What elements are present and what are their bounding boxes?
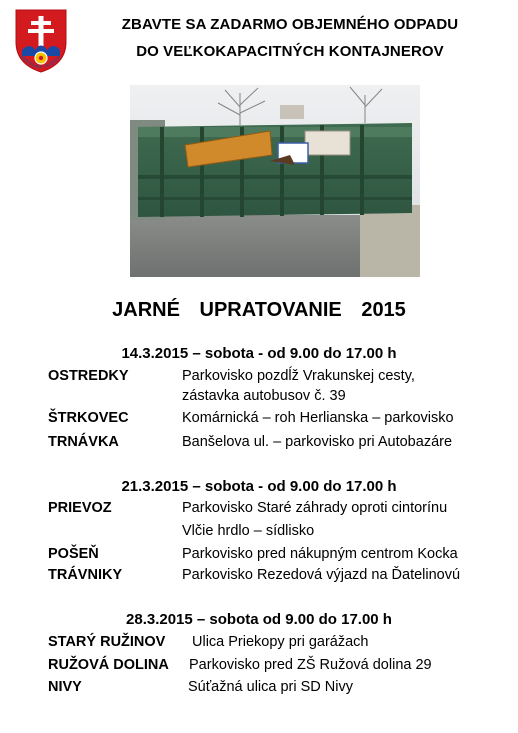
page-title: JARNÉ UPRATOVANIE 2015 [112, 299, 406, 321]
location: zástavka autobusov č. 39 [182, 388, 346, 404]
district-name: OSTREDKY [48, 368, 129, 384]
district-name: ŠTRKOVEC [48, 410, 129, 426]
district-name: PRIEVOZ [48, 500, 112, 516]
district-name: STARÝ RUŽINOV [48, 634, 166, 650]
coat-of-arms-logo [14, 8, 68, 74]
district-name: NIVY [48, 679, 82, 695]
container-photo [130, 85, 420, 277]
district-name: TRÁVNIKY [48, 567, 123, 583]
district-name: RUŽOVÁ DOLINA [48, 657, 169, 673]
location: Parkovisko pred ZŠ Ružová dolina 29 [189, 657, 432, 673]
header-line-1: ZBAVTE SA ZADARMO OBJEMNÉHO ODPADU [121, 16, 459, 33]
district-name: TRNÁVKA [48, 434, 119, 450]
location: Súťažná ulica pri SD Nivy [188, 679, 354, 695]
section-1-date: 14.3.2015 – sobota - od 9.00 do 17.00 h [121, 345, 397, 362]
location: Komárnická – roh Herlianska – parkovisko [182, 410, 454, 426]
header-line-2: DO VEĽKOKAPACITNÝCH KONTAJNEROV [136, 43, 444, 60]
location: Parkovisko Staré záhrady oproti cintorínu [182, 500, 448, 516]
crest-caption: BRATISLAVA - RUŽINOV [20, 54, 62, 70]
location: Ulica Priekopy pri garážach [192, 634, 369, 650]
location: Parkovisko Rezedová výjazd na Ďatelinovú [182, 567, 461, 583]
location: Parkovisko pozdĺž Vrakunskej cesty, [182, 368, 415, 384]
location: Vlčie hrdlo – sídlisko [182, 523, 315, 539]
section-2-date: 21.3.2015 – sobota - od 9.00 do 17.00 h [121, 478, 397, 495]
district-name: POŠEŇ [48, 546, 99, 562]
location: Parkovisko pred nákupným centrom Kocka [182, 546, 458, 562]
location: Banšelova ul. – parkovisko pri Autobazáre [182, 434, 453, 450]
section-3-date: 28.3.2015 – sobota od 9.00 do 17.00 h [126, 611, 392, 628]
